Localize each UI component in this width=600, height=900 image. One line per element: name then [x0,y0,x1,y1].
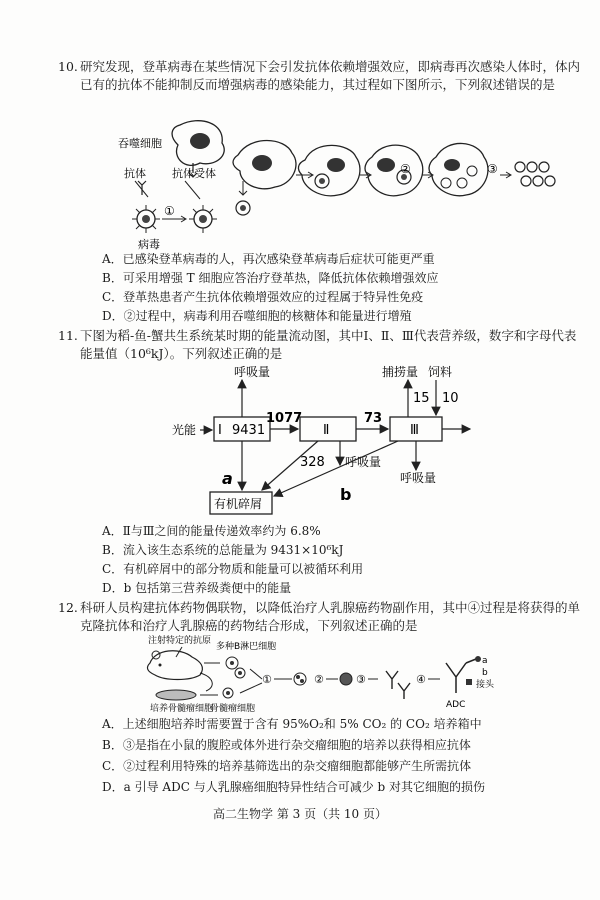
trophic-level-1-label: Ⅰ [218,423,222,438]
q10-option-b: B．可采用增强 T 细胞应答治疗登革热，降低抗体依赖增强效应 [102,271,439,285]
label-b: b [482,668,488,678]
level-2-to-detritus-value: 328 [300,455,325,470]
label-a: a [482,656,488,666]
light-energy-label: 光能 [172,423,197,437]
adc-label: ADC [446,700,466,710]
energy-a-label: a [222,469,233,488]
virus-label: 病毒 [138,238,160,251]
antibody-label: 抗体 [124,167,146,180]
page-footer: 高二生物学 第 3 页（共 10 页） [213,807,387,821]
question-text: 科研人员构建抗体药物偶联物，以降低治疗人乳腺癌药物副作用，其中④过程是将获得的单克隆抗体和治疗人乳腺癌的药物结合形成，下列叙述正确的是 [80,600,581,633]
culture-label: 培养骨髓瘤细胞 [150,704,214,713]
question-number: 11. [58,328,78,343]
q10-option-a: A．已感染登革病毒的人，再次感染登革病毒后症状可能更严重 [102,252,435,266]
trophic-level-2-label: Ⅱ [323,423,330,438]
step-4: ④ [416,673,426,686]
step-2: ② [400,162,411,176]
step-3: ③ [487,162,498,176]
q12-figure [0,633,600,713]
question-number: 12. [58,600,78,615]
q12-option-b: B．③是指在小鼠的腹腔或体外进行杂交瘤细胞的培养以获得相应抗体 [102,738,471,752]
q10-option-c: C．登革热患者产生抗体依赖增强效应的过程属于特异性免疫 [102,290,424,304]
q11-option-b: B．流入该生态系统的总能量为 9431×10⁶kJ [102,543,344,557]
step-2: ② [314,673,324,686]
trophic-level-3-label: Ⅲ [410,423,419,438]
feed-label: 饲料 [428,365,453,379]
phagocyte-cell-5 [429,143,488,195]
myeloma-label: 骨髓瘤细胞 [210,704,256,713]
b-cells-label: 多种B淋巴细胞 [216,642,277,652]
released-viruses [515,162,555,186]
catch-label: 捕捞量 [382,365,419,379]
linker-label: 接头 [476,680,495,690]
energy-b-label: b [340,485,352,504]
q10-option-d: D．②过程中，病毒利用吞噬细胞的核糖体和能量进行增殖 [102,309,412,323]
q11-option-c: C．有机碎屑中的部分物质和能量可以被循环利用 [102,562,364,576]
q11-option-a: A．Ⅱ与Ⅲ之间的能量传递效率约为 6.8% [102,524,321,538]
question-12-stem [58,599,581,635]
respiration-3-label: 呼吸量 [400,471,437,485]
antibody-receptor-label: 抗体受体 [172,167,216,180]
antibody-icons [386,671,410,699]
flow-2-3-value: 73 [364,411,383,426]
feed-value: 10 [442,391,459,406]
q10-figure [0,115,600,255]
step-3: ③ [356,673,366,686]
question-text: 研究发现，登革病毒在某些情况下会引发抗体依赖增强效应，即病毒再次感染人体时，体内已有的抗体不能抑制反而增强病毒的感染能力，其过程如下图所示，下列叙述错误的是 [80,59,581,92]
adc-molecule-icon [446,659,476,693]
step-1: ① [164,204,175,218]
phagocyte-label: 吞噬细胞 [118,137,162,150]
respiration-2-label: 呼吸量 [345,455,382,469]
inject-antigen-label: 注射特定的抗原 [148,636,212,646]
trophic-level-1-value: 9431 [232,423,266,438]
mouse-icon [147,651,202,680]
respiration-1-label: 呼吸量 [234,365,271,379]
phagocyte-cell-3 [298,145,360,195]
q11-energy-flow-diagram [0,362,600,522]
question-number: 10. [58,59,78,74]
q11-option-d: D．b 包括第三营养级粪便中的能量 [102,581,292,595]
flow-1-2-value: 1077 [266,411,303,426]
q12-option-c: C．②过程利用特殊的培养基筛选出的杂交瘤细胞都能够产生所需抗体 [102,759,472,773]
phagocyte-cell-4 [365,145,423,196]
catch-value: 15 [413,391,430,406]
question-10-stem [58,58,581,94]
q12-option-a: A．上述细胞培养时需要置于含有 95%O₂和 5% CO₂ 的 CO₂ 培养箱中 [102,717,482,731]
phagocyte-nucleus-1 [190,133,210,149]
culture-dish-icon [156,690,196,700]
step-1: ① [262,673,272,686]
q12-option-d: D．a 引导 ADC 与人乳腺癌细胞特异性结合可减少 b 对其它细胞的损伤 [102,780,486,794]
question-11-stem [58,327,580,363]
detritus-label: 有机碎屑 [214,497,263,511]
question-text: 下图为稻-鱼-蟹共生系统某时期的能量流动图，其中Ⅰ、Ⅱ、Ⅲ代表营养级，数字和字母代表能量值（10⁶kJ）。下列叙述正确的是 [80,328,577,361]
